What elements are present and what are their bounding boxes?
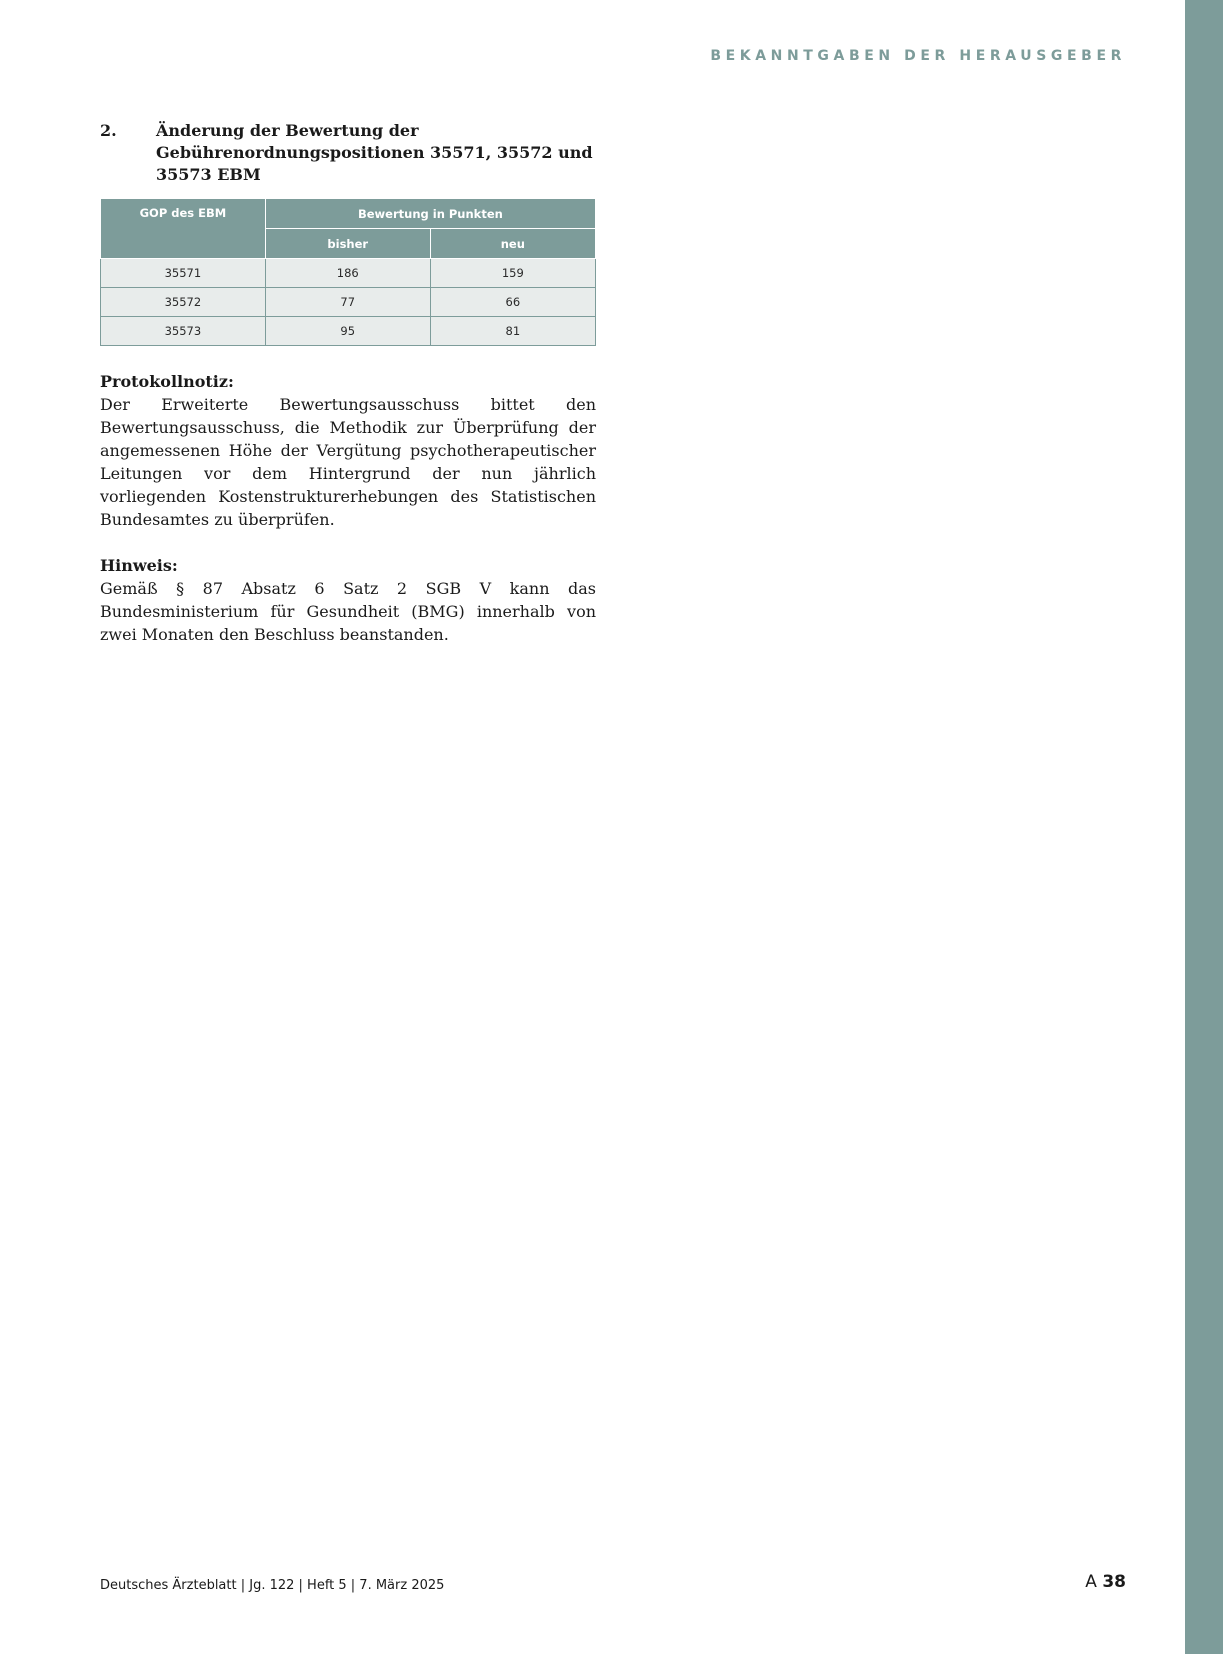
hinweis-heading: Hinweis: <box>100 556 178 575</box>
hinweis-text: Gemäß § 87 Absatz 6 Satz 2 SGB V kann das Bundesministerium für Gesundheit (BMG) innerhalb von zwei Monaten den Beschluss beanstanden. <box>100 579 596 644</box>
running-head: BEKANNTGABEN DER HERAUSGEBER <box>710 48 1126 64</box>
header-bisher: bisher <box>265 229 430 259</box>
protokollnotiz-heading: Protokollnotiz: <box>100 372 234 391</box>
page-number-value: 38 <box>1102 1572 1126 1592</box>
protokollnotiz-text: Der Erweiterte Bewertungsausschuss bittet den Bewertungsausschuss, die Methodik zur Überprüfung der angemessenen Höhe der Vergütung psychotherapeutischer Leitungen vor dem Hintergrund der nun jährlich vorliegenden Kostenstrukturerhebungen des Statistischen Bundesamtes zu überprüfen. <box>100 395 596 529</box>
cell-gop: 35573 <box>101 317 266 346</box>
section-title: Änderung der Bewertung der Gebührenordnungspositionen 35571, 35572 und 35573 EBM <box>156 121 593 184</box>
page-number <box>1085 1572 1126 1592</box>
cell-bisher: 186 <box>265 259 430 288</box>
header-neu: neu <box>430 229 595 259</box>
section-number: 2. <box>100 121 117 140</box>
cell-gop: 35571 <box>101 259 266 288</box>
table-row <box>101 288 596 317</box>
cell-neu: 159 <box>430 259 595 288</box>
page-prefix: A <box>1085 1572 1097 1592</box>
section-heading <box>100 120 596 186</box>
cell-neu: 66 <box>430 288 595 317</box>
header-gop: GOP des EBM <box>101 199 266 259</box>
cell-gop: 35572 <box>101 288 266 317</box>
cell-bisher: 95 <box>265 317 430 346</box>
header-bewertung: Bewertung in Punkten <box>265 199 595 229</box>
protokollnotiz-block <box>100 370 596 531</box>
table-row <box>101 317 596 346</box>
section-2 <box>100 120 596 646</box>
gop-valuation-table <box>100 198 596 346</box>
side-color-bar <box>1185 0 1223 1654</box>
cell-bisher: 77 <box>265 288 430 317</box>
hinweis-block <box>100 554 596 646</box>
table-row <box>101 259 596 288</box>
footer-citation: Deutsches Ärzteblatt | Jg. 122 | Heft 5 | 7. März 2025 <box>100 1578 445 1593</box>
cell-neu: 81 <box>430 317 595 346</box>
